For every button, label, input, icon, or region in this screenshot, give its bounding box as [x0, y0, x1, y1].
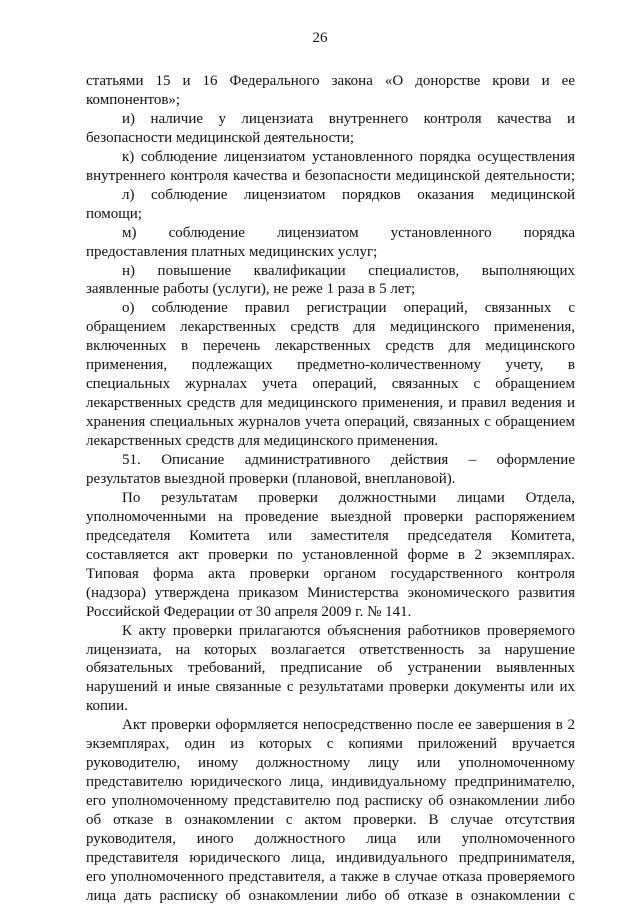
text-line: обращением лекарственных средств для медицинского применения,	[86, 319, 575, 336]
text-line: включенных в перечень лекарственных средств для медицинского	[86, 338, 575, 355]
text-line: его уполномоченного представителя, а также в случае отказа проверяемого	[86, 868, 575, 885]
text-line: безопасности медицинской деятельности;	[86, 129, 355, 146]
text-line: м) соблюдение лицензиатом установленного порядка	[122, 224, 575, 241]
text-line: (надзора) утверждена приказом Министерства экономического развития	[86, 584, 575, 601]
text-line: Российской Федерации от 30 апреля 2009 г. № 141.	[86, 603, 412, 620]
text-line: компонентов»;	[86, 91, 181, 108]
text-line: Акт проверки оформляется непосредственно после ее завершения в 2	[122, 717, 575, 734]
text-line: его уполномоченному представителю под расписку об ознакомлении либо	[86, 793, 575, 810]
text-line: л) соблюдение лицензиатом порядков оказания медицинской	[122, 186, 575, 203]
text-line: внутреннего контроля качества и безопасности медицинской деятельности;	[86, 167, 575, 184]
text-line: К акту проверки прилагаются объяснения работников проверяемого	[122, 622, 575, 639]
page-number: 26	[312, 30, 328, 46]
text-line: обязательных требований, предписание об устранении выявленных	[86, 660, 575, 677]
text-line: По результатам проверки должностными лицами Отдела,	[122, 489, 575, 506]
text-line: председателя Комитета или заместителя председателя Комитета,	[86, 527, 575, 544]
text-line: н) повышение квалификации специалистов, выполняющих	[122, 262, 575, 279]
text-line: к) соблюдение лицензиатом установленного порядка осуществления	[122, 148, 575, 165]
text-line: лица дать расписку об ознакомлении либо об отказе в ознакомлении с	[86, 887, 575, 904]
text-line: статьями 15 и 16 Федерального закона «О донорстве крови и ее	[86, 73, 575, 89]
text-line: и) наличие у лицензиата внутреннего контроля качества и	[122, 110, 575, 127]
text-line: специальных журналах учета операций, связанных с обращением	[86, 376, 575, 393]
text-line: 51. Описание административного действия – оформление	[122, 452, 575, 468]
text-line: представителя юридического лица, индивидуального предпринимателя,	[86, 849, 575, 866]
text-line: о) соблюдение правил регистрации операций, связанных с	[122, 300, 575, 317]
text-line: нарушений и иные связанные с результатами проверки документы или их	[86, 679, 575, 696]
text-line: руководителя, иного должностного лица или уполномоченного	[86, 831, 575, 847]
text-line: экземплярах, один из которых с копиями приложений вручается	[86, 736, 575, 753]
text-line: об отказе в ознакомлении с актом проверки. В случае отсутствия	[86, 812, 575, 829]
text-line: составляется акт проверки по установленной форме в 2 экземплярах.	[86, 546, 575, 563]
text-line: лекарственных средств для медицинского применения.	[86, 433, 439, 450]
text-line: руководителю, иному должностному лицу или уполномоченному	[86, 755, 575, 772]
text-line: применения, подлежащих предметно-количественному учету, в	[86, 357, 575, 374]
text-line: предоставления платных медицинских услуг;	[86, 243, 378, 260]
text-line: лицензиата, на которых возлагается ответственность за нарушение	[86, 641, 575, 658]
text-line: копии.	[86, 698, 128, 715]
text-line: лекарственных средств для медицинского применения, и правил ведения и	[86, 395, 575, 412]
text-line: уполномоченными на проведение выездной проверки распоряжением	[86, 508, 575, 525]
text-line: хранения специальных журналов учета операций, связанных с обращением	[86, 414, 575, 431]
text-line: заявленные работы (услуги), не реже 1 раза в 5 лет;	[86, 281, 416, 298]
text-line: результатов выездной проверки (плановой, внеплановой).	[86, 470, 456, 487]
text-line: Типовая форма акта проверки органом государственного контроля	[86, 565, 575, 582]
text-line: представителю юридического лица, индивидуальному предпринимателю,	[86, 774, 575, 791]
text-line: помощи;	[86, 205, 142, 222]
